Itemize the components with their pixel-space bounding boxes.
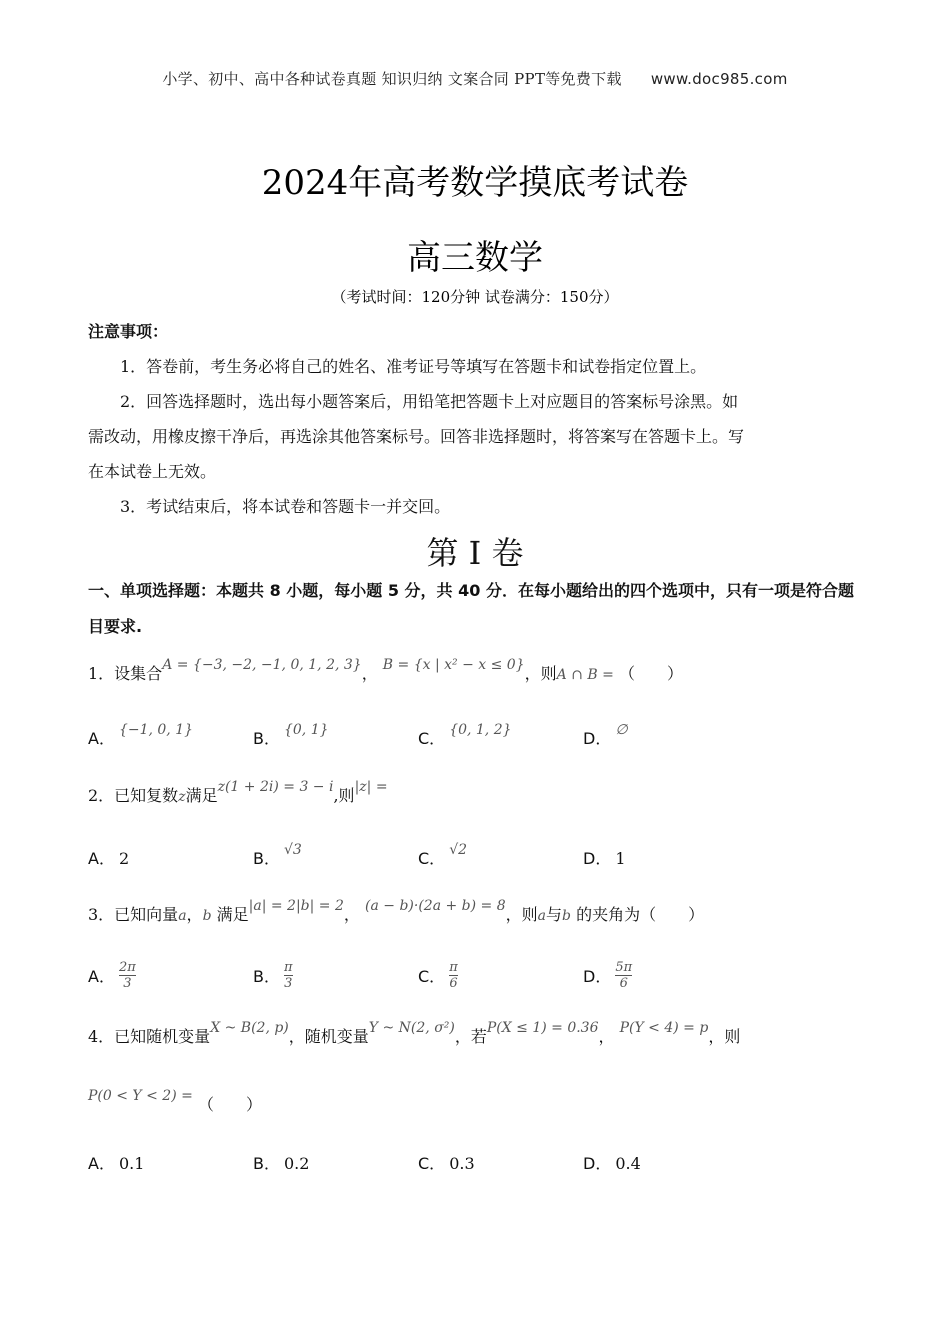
page-header (0, 68, 950, 89)
notice-item-2-cont: 需改动，用橡皮擦干净后，再选涂其他答案标号。回答非选择题时，将答案写在答题卡上。写 (88, 427, 745, 446)
q2-option-d[interactable]: D． 1 (583, 849, 626, 868)
q3-then: ，则 (505, 905, 538, 924)
q3-condition-1: |a| = 2|b| = 2 (248, 898, 344, 914)
q3-b: b (562, 908, 571, 924)
q3-a: a (537, 908, 547, 924)
q3-option-c[interactable]: C． $\frac{\pi}{6}$ (418, 960, 458, 991)
q2-then: ,则 (333, 786, 355, 805)
q3-vector-a: a (178, 908, 187, 924)
header-text: 小学、初中、高中各种试卷真题 知识归纳 文案合同 PPT等免费下载 (162, 70, 622, 88)
q4-y-dist: Y ~ N(2, σ²) (368, 1020, 455, 1036)
exam-title: 2024年高考数学摸底考试卷 (261, 163, 689, 203)
q4-probability: P(0 < Y < 2) = (88, 1088, 193, 1104)
q4-option-b[interactable]: B． 0.2 (253, 1154, 310, 1173)
q4-then: ，则 (708, 1027, 741, 1046)
q4-options (88, 1151, 888, 1175)
question-4-cont (88, 1088, 878, 1116)
notice-item-3: 3．考试结束后，将本试卷和答题卡一并交回。 (120, 497, 451, 516)
question-4 (88, 1020, 908, 1048)
q3-and: 与 (546, 905, 563, 924)
q3-sep: ， (186, 905, 203, 924)
question-1 (88, 657, 878, 685)
fraction (449, 960, 458, 991)
q3-options (88, 962, 888, 996)
q4-option-a[interactable]: A． 0.1 (88, 1154, 145, 1173)
q4-sep: ， (598, 1027, 615, 1046)
q1-option-d[interactable]: D． ∅ (583, 722, 628, 748)
q4-option-c[interactable]: C． 0.3 (418, 1154, 475, 1173)
q2-option-b[interactable]: B． √3 (253, 842, 302, 868)
q2-z: z (178, 789, 186, 805)
q2-option-a[interactable]: A． 2 (88, 849, 130, 868)
q4-stem: 4．已知随机变量 (88, 1027, 211, 1046)
q2-stem: 2．已知复数 (88, 786, 179, 805)
q1-sep: ， (361, 664, 378, 683)
part-heading-cont: 目要求. (88, 617, 143, 636)
q1-stem: 1．设集合 (88, 664, 163, 683)
q3-sep2: ， (343, 905, 360, 924)
q3-condition-2: (a − b)·(2a + b) = 8 (365, 898, 506, 914)
q4-condition-2: P(Y < 4) = p (619, 1020, 709, 1036)
numerator: 2π (118, 960, 136, 975)
q1-option-b[interactable]: B． {0, 1} (253, 722, 329, 748)
exam-info: （考试时间：120分钟 试卷满分：150分） (331, 288, 619, 306)
fraction (615, 960, 632, 991)
notice-item-1: 1．答卷前，考生务必将自己的姓名、准考证号等填写在答题卡和试卷指定位置上。 (120, 357, 707, 376)
question-2 (88, 779, 878, 807)
notice-item-2-end: 在本试卷上无效。 (88, 462, 217, 481)
q4-condition-1: P(X ≤ 1) = 0.36 (486, 1020, 599, 1036)
q2-equation: z(1 + 2i) = 3 − i (217, 779, 334, 795)
q1-intersection: A ∩ B = (556, 667, 614, 683)
fraction (119, 960, 136, 991)
q1-set-b: B = {x | x² − x ≤ 0} (382, 657, 525, 673)
q1-then: ，则 (524, 664, 557, 683)
q4-random-var: ，随机变量 (288, 1027, 369, 1046)
numerator: π (449, 960, 458, 975)
q3-option-d[interactable]: D． $\frac{5\pi}{6}$ (583, 960, 633, 991)
denominator: 6 (449, 976, 458, 991)
q3-angle: 的夹角为（ ） (576, 905, 705, 924)
q3-option-b[interactable]: B． $\frac{\pi}{3}$ (253, 960, 293, 991)
q2-option-c[interactable]: C． √2 (418, 842, 468, 868)
q3-stem: 3．已知向量 (88, 905, 179, 924)
fraction (284, 960, 293, 991)
part-heading: 一、单项选择题：本题共 8 小题，每小题 5 分，共 40 分．在每小题给出的四个选项中，只有一项是符合题 (88, 581, 854, 600)
q1-option-c[interactable]: C． {0, 1, 2} (418, 722, 512, 748)
question-3 (88, 898, 908, 926)
denominator: 6 (619, 976, 628, 991)
q3-vector-b: b (202, 908, 212, 924)
q1-option-a[interactable]: A． {−1, 0, 1} (88, 722, 194, 748)
q2-modulus: |z| = (354, 779, 388, 795)
q4-blank: （ ） (197, 1095, 262, 1114)
q4-if: ，若 (454, 1027, 487, 1046)
numerator: π (283, 960, 293, 975)
q1-set-a: A = {−3, −2, −1, 0, 1, 2, 3} (162, 657, 362, 673)
denominator: 3 (284, 976, 293, 991)
numerator: 5π (615, 960, 633, 975)
q4-option-d[interactable]: D． 0.4 (583, 1154, 641, 1173)
notice-item-2: 2．回答选择题时，选出每小题答案后，用铅笔把答题卡上对应题目的答案标号涂黑。如 (120, 392, 739, 411)
denominator: 3 (123, 976, 132, 991)
exam-subtitle: 高三数学 (407, 238, 543, 278)
q3-option-a[interactable]: A． $\frac{2\pi}{3}$ (88, 960, 136, 991)
q1-options (88, 722, 888, 750)
q2-options (88, 842, 888, 870)
header-site: www.doc985.com (650, 70, 788, 88)
notice-heading: 注意事项： (88, 322, 169, 341)
q2-satisfies: 满足 (185, 786, 218, 805)
q3-satisfies: 满足 (216, 905, 249, 924)
q4-x-dist: X ~ B(2, p) (210, 1020, 289, 1036)
q1-blank: （ ） (618, 664, 683, 683)
section-title: 第 I 卷 (426, 534, 524, 572)
